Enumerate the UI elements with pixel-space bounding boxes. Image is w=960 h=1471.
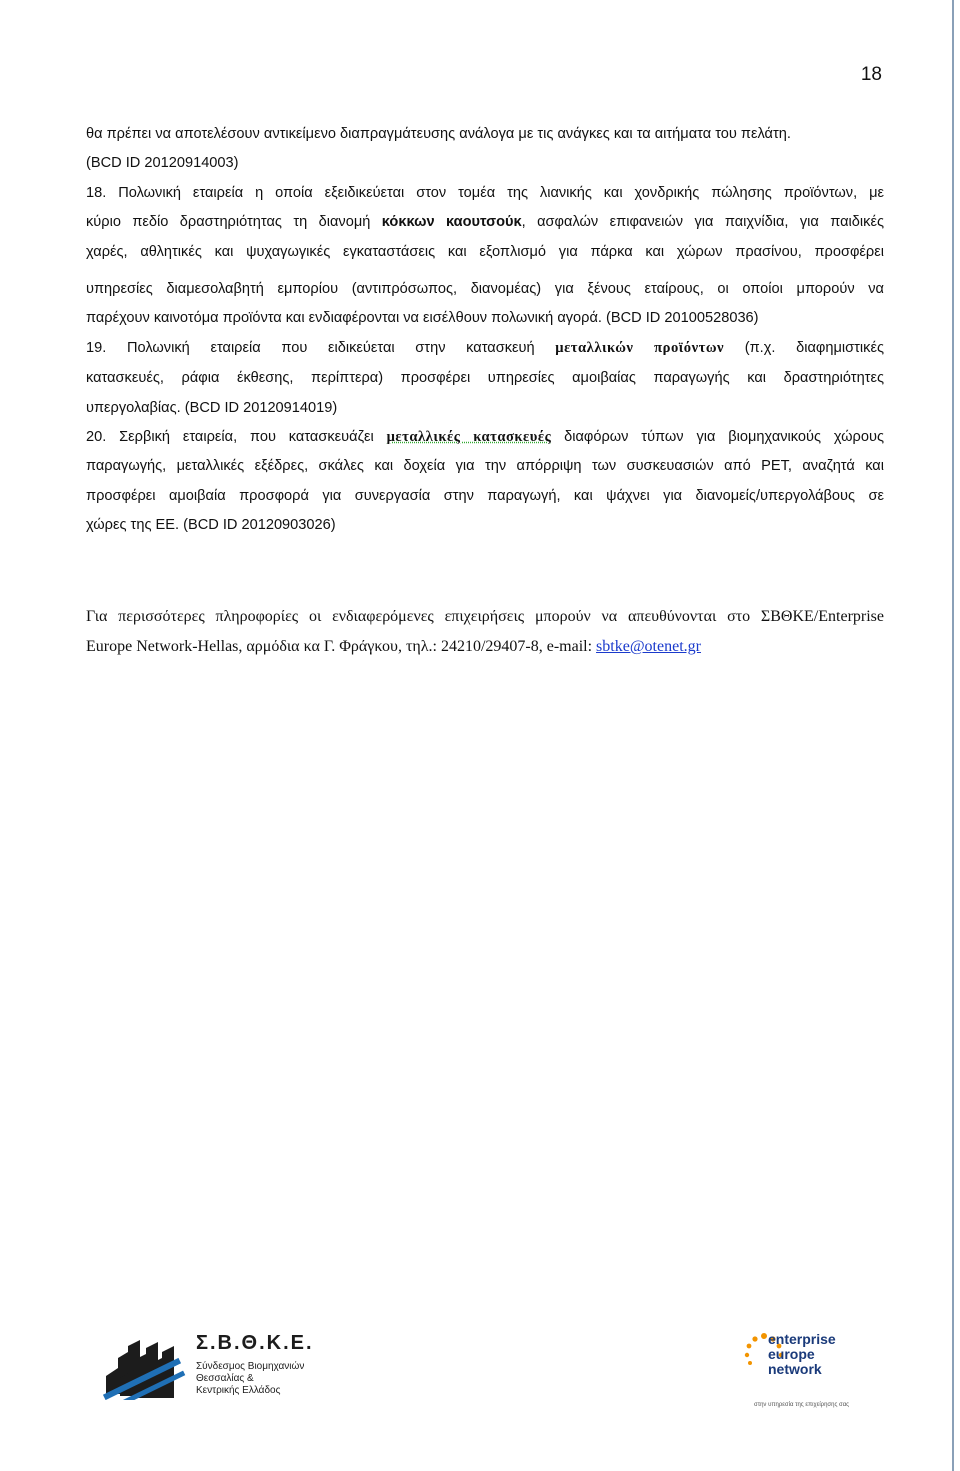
een-tagline: στην υπηρεσία της επιχείρησης σας bbox=[754, 1402, 850, 1408]
text-line-6: υπηρεσίες διαμεσολαβητή εμπορίου (αντιπρόσωπος, διανομέας) για ξένους εταίρους, οι οποίοι μπορούν να bbox=[86, 281, 884, 297]
text-line-2: (BCD ID 20120914003) bbox=[86, 155, 239, 171]
bold-phrase-metal-structures: μεταλλικές κατασκευές bbox=[386, 429, 552, 445]
sbthke-name-line: Κεντρικής Ελλάδος bbox=[196, 1385, 281, 1396]
bold-phrase-metal-products: μεταλλικών προϊόντων bbox=[555, 340, 725, 356]
text-span: (π.χ. διαφημιστικές bbox=[724, 340, 884, 356]
footer-contact-line-2 bbox=[86, 638, 701, 656]
text-line-4 bbox=[86, 214, 884, 230]
text-line-7: παρέχουν καινοτόμα προϊόντα και ενδιαφέρονται να εισέλθουν πολωνική αγορά. (BCD ID 20100528036) bbox=[86, 310, 759, 326]
text-line-3: 18. Πολωνική εταιρεία η οποία εξειδικεύεται στον τομέα της λιανικής και χονδρικής πώλησης προϊόντων, με bbox=[86, 185, 884, 201]
bold-phrase-rubber-granules: κόκκων καουτσούκ bbox=[381, 214, 522, 230]
text-line-8 bbox=[86, 340, 884, 357]
text-line-9: κατασκευές, ράφια έκθεσης, περίπτερα) προσφέρει υπηρεσίες αμοιβαίας παραγωγής και δραστηριότητες bbox=[86, 370, 884, 386]
text-span: Europe Network-Hellas, αρμόδια κα Γ. Φράγκου, τηλ.: 24210/29407-8, e-mail: bbox=[86, 638, 597, 655]
text-line-1: θα πρέπει να αποτελέσουν αντικείμενο διαπραγμάτευσης ανάλογα με τις ανάγκες και τα αιτήματα του πελάτη. bbox=[86, 126, 791, 142]
text-span: κύριο πεδίο δραστηριότητας τη διανομή bbox=[86, 214, 382, 230]
text-line-10: υπεργολαβίας. (BCD ID 20120914019) bbox=[86, 400, 338, 416]
sbthke-abbr: Σ.Β.Θ.Κ.Ε. bbox=[196, 1332, 314, 1354]
een-word: network bbox=[768, 1361, 822, 1377]
text-line-5: χαρές, αθλητικές και ψυχαγωγικές εγκαταστάσεις και εξοπλισμό για πάρκα και χώρων πρασίνου, προσφέρει bbox=[86, 244, 884, 260]
sbthke-logo bbox=[100, 1332, 314, 1400]
text-line-14: χώρες της ΕΕ. (BCD ID 20120903026) bbox=[86, 517, 336, 533]
sbthke-name-line: Θεσσαλίας & bbox=[196, 1373, 254, 1384]
footer-contact-line-1: Για περισσότερες πληροφορίες οι ενδιαφερόμενες επιχειρήσεις μπορούν να απευθύνονται στο ΣΒΘΚΕ/Enterprise bbox=[86, 608, 884, 625]
een-word: europe bbox=[768, 1346, 815, 1362]
text-span: 19. Πολωνική εταιρεία που ειδικεύεται στην κατασκευή bbox=[86, 340, 556, 356]
enterprise-europe-network-logo bbox=[746, 1324, 858, 1416]
een-word: enterprise bbox=[768, 1331, 836, 1347]
text-line-13: προσφέρει αμοιβαία προσφορά για συνεργασία στην παραγωγή, και ψάχνει για διανομείς/υπεργολάβους σε bbox=[86, 488, 884, 504]
page-number: 18 bbox=[860, 64, 882, 85]
text-span: , ασφαλών επιφανειών για παιχνίδια, για παιδικές bbox=[521, 214, 884, 230]
text-span: 20. Σερβική εταιρεία, που κατασκευάζει bbox=[86, 429, 387, 445]
text-line-11 bbox=[86, 429, 884, 446]
email-link[interactable]: sbtke@otenet.gr bbox=[596, 638, 701, 655]
page-edge-line bbox=[952, 0, 954, 1471]
text-span: διαφόρων τύπων για βιομηχανικούς χώρους bbox=[551, 429, 884, 445]
sbthke-name-line: Σύνδεσμος Βιομηχανιών bbox=[196, 1361, 305, 1372]
text-line-12: παραγωγής, μεταλλικές εξέδρες, σκάλες και δοχεία για την απόρριψη των συσκευασιών από PET, αναζητά και bbox=[86, 458, 884, 474]
